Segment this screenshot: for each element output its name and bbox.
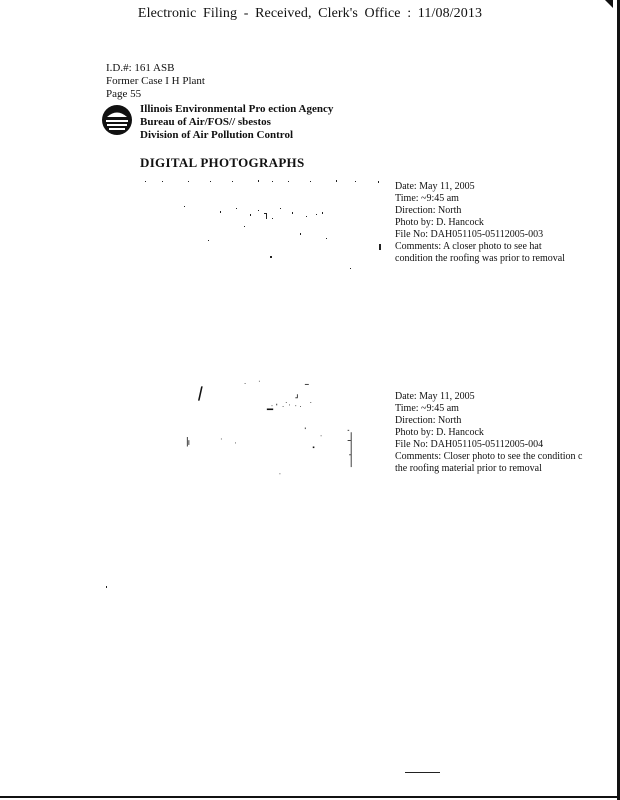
photo-1-date: Date: May 11, 2005 bbox=[395, 181, 475, 192]
photo-2-time: Time: ~9:45 am bbox=[395, 403, 459, 414]
photo-1-time: Time: ~9:45 am bbox=[395, 193, 459, 204]
photo-1-file-number: File No: DAH051105-05112005-003 bbox=[395, 229, 544, 240]
filing-header: Electronic Filing - Received, Clerk's Office : 11/08/2013 bbox=[137, 6, 483, 21]
agency-seal-icon bbox=[101, 104, 133, 136]
page-number: Page 55 bbox=[106, 88, 142, 100]
scan-edge-bottom bbox=[0, 796, 620, 798]
photo-2-comments-continued: the roofing material prior to removal bbox=[395, 463, 542, 474]
scan-corner-mark bbox=[605, 0, 613, 8]
photo-2-comments: Comments: Closer photo to see the condition c bbox=[395, 451, 583, 462]
photo-1-comments-continued: condition the roofing was prior to removal bbox=[395, 253, 565, 264]
case-name: Former Case I H Plant bbox=[106, 75, 205, 87]
agency-bureau: Bureau of Air/FOS// sbestos bbox=[140, 116, 271, 128]
photo-2-date: Date: May 11, 2005 bbox=[395, 391, 475, 402]
photo-1-direction: Direction: North bbox=[395, 205, 462, 216]
id-number: I.D.#: 161 ASB bbox=[106, 62, 175, 74]
photo-1-photographer: Photo by: D. Hancock bbox=[395, 217, 484, 228]
agency-name: Illinois Environmental Pro ection Agency bbox=[140, 103, 334, 115]
footer-rule bbox=[405, 772, 440, 773]
photo-1-image bbox=[140, 178, 385, 273]
photo-2-image bbox=[140, 380, 385, 475]
scan-speck bbox=[106, 586, 107, 588]
agency-division: Division of Air Pollution Control bbox=[140, 129, 294, 141]
photo-2-photographer: Photo by: D. Hancock bbox=[395, 427, 484, 438]
photo-1-comments: Comments: A closer photo to see hat bbox=[395, 241, 542, 252]
photo-2-direction: Direction: North bbox=[395, 415, 462, 426]
page-title: DIGITAL PHOTOGRAPHS bbox=[140, 155, 305, 170]
photo-2-file-number: File No: DAH051105-05112005-004 bbox=[395, 439, 544, 450]
